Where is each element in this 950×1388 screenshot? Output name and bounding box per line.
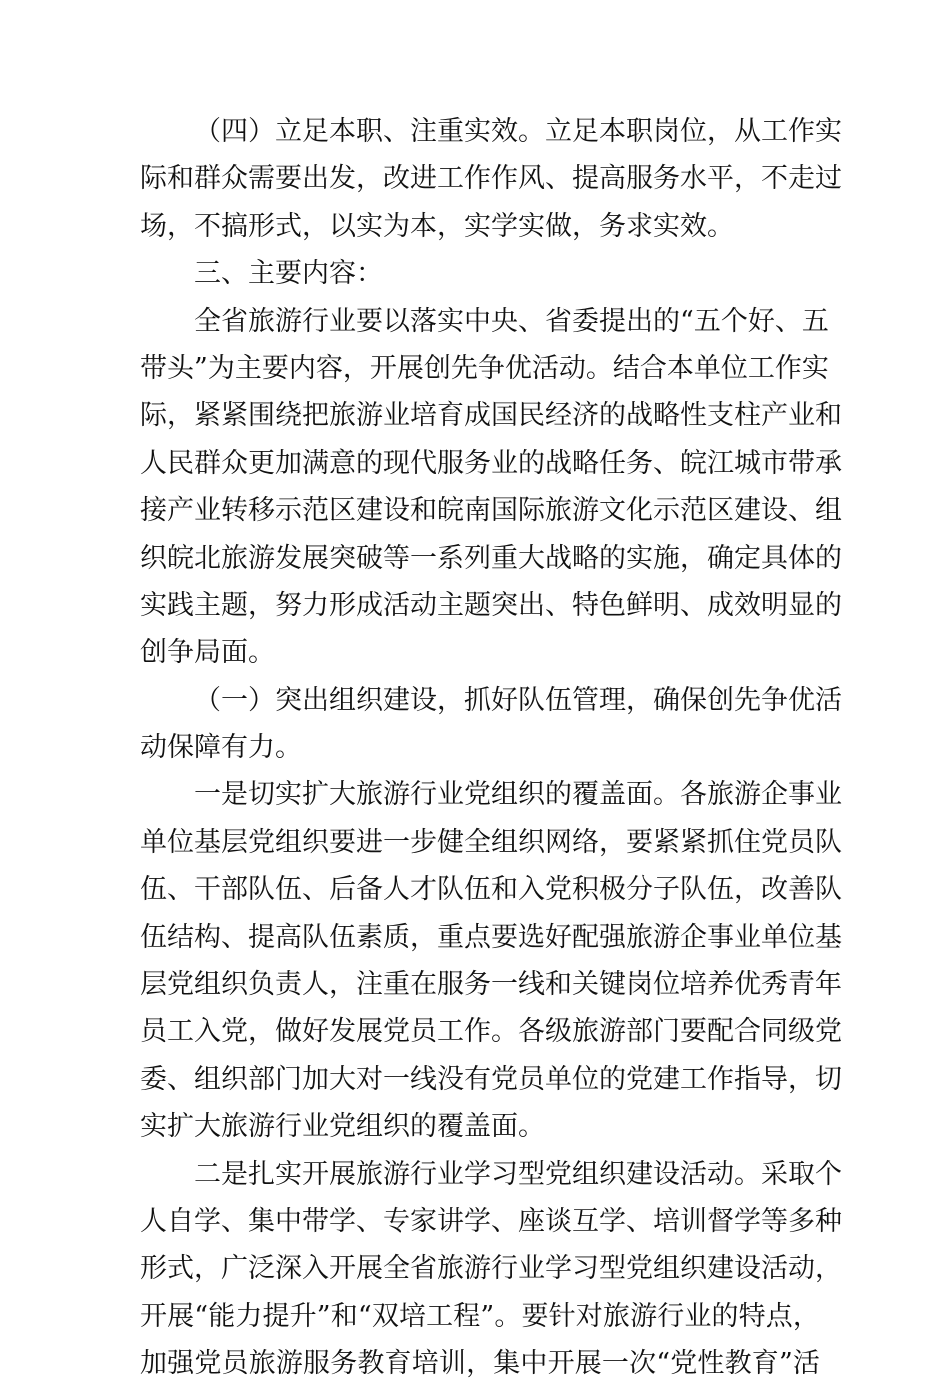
text-line: 动保障有力。 [140,732,302,764]
text-line: 际 和 群 众 需 要 出 发 ， 改 进 工 作 作 风 、 提 高 服 务 水 平 ， 不 走 过 [140,163,842,195]
text-line: 单 位 基 层 党 组 织 要 进 一 步 健 全 组 织 网 络 ， 要 紧 紧 抓 住 党 员 队 [140,826,842,858]
text-line: 际 ， 紧 紧 围 绕 把 旅 游 业 培 育 成 国 民 经 济 的 战 略 性 支 柱 产 业 和 [140,400,842,432]
text-line: 带 头 ” 为 主 要 内 容 ， 开 展 创 先 争 优 活 动 。 结 合 本 单 位 工 作 实 [140,352,829,384]
text-line: 场，不搞形式，以实为本，实学实做，务求实效。 [140,210,734,242]
text-line: （ 四 ） 立 足 本 职 、 注 重 实 效 。 立 足 本 职 岗 位 ， 从 工 作 实 [194,116,842,147]
text-line: 人 民 群 众 更 加 满 意 的 现 代 服 务 业 的 战 略 任 务 、 皖 江 城 市 带 承 [140,447,842,479]
text-line: 三、主要内容： [194,258,383,290]
text-line: 形 式 ， 广 泛 深 入 开 展 全 省 旅 游 行 业 学 习 型 党 组 织 建 设 活 动 ， [140,1253,842,1285]
text-line: 接 产 业 转 移 示 范 区 建 设 和 皖 南 国 际 旅 游 文 化 示 范 区 建 设 、 组 [140,495,842,527]
document-body [140,108,842,1388]
text-line: 层 党 组 织 负 责 人 ， 注 重 在 服 务 一 线 和 关 键 岗 位 培 养 优 秀 青 年 [140,969,842,1001]
text-line: 创争局面。 [140,637,275,669]
text-line: 实 践 主 题 ， 努 力 形 成 活 动 主 题 突 出 、 特 色 鲜 明 、 成 效 明 显 的 [140,589,842,621]
text-line: 织 皖 北 旅 游 发 展 突 破 等 一 系 列 重 大 战 略 的 实 施 ， 确 定 具 体 的 [140,542,842,574]
text-line: 员 工 入 党 ， 做 好 发 展 党 员 工 作 。 各 级 旅 游 部 门 要 配 合 同 级 党 [140,1016,842,1048]
text-line: 开 展 “ 能 力 提 升 ” 和 “ 双 培 工 程 ” 。 要 针 对 旅 游 行 业 的 特 点 ， [140,1300,820,1332]
text-line: 一 是 切 实 扩 大 旅 游 行 业 党 组 织 的 覆 盖 面 。 各 旅 游 企 事 业 [194,779,842,811]
text-line: 二 是 扎 实 开 展 旅 游 行 业 学 习 型 党 组 织 建 设 活 动 。 采 取 个 [194,1158,842,1190]
text-line: 实扩大旅游行业党组织的覆盖面。 [140,1111,545,1143]
text-line: 人 自 学 、 集 中 带 学 、 专 家 讲 学 、 座 谈 互 学 、 培 训 督 学 等 多 种 [140,1205,842,1237]
text-line: 委 、 组 织 部 门 加 大 对 一 线 没 有 党 员 单 位 的 党 建 工 作 指 导 ， 切 [140,1063,842,1095]
text-line: 全 省 旅 游 行 业 要 以 落 实 中 央 、 省 委 提 出 的 “ 五 个 好 、 五 [194,305,829,337]
text-line: 加 强 党 员 旅 游 服 务 教 育 培 训 ， 集 中 开 展 一 次 “ 党 性 教 育 ” 活 [140,1348,820,1380]
text-line: （ 一 ） 突 出 组 织 建 设 ， 抓 好 队 伍 管 理 ， 确 保 创 先 争 优 活 [194,684,842,716]
text-line: 伍 结 构 、 提 高 队 伍 素 质 ， 重 点 要 选 好 配 强 旅 游 企 事 业 单 位 基 [140,921,842,953]
text-line: 伍 、 干 部 队 伍 、 后 备 人 才 队 伍 和 入 党 积 极 分 子 队 伍 ， 改 善 队 [140,874,842,906]
